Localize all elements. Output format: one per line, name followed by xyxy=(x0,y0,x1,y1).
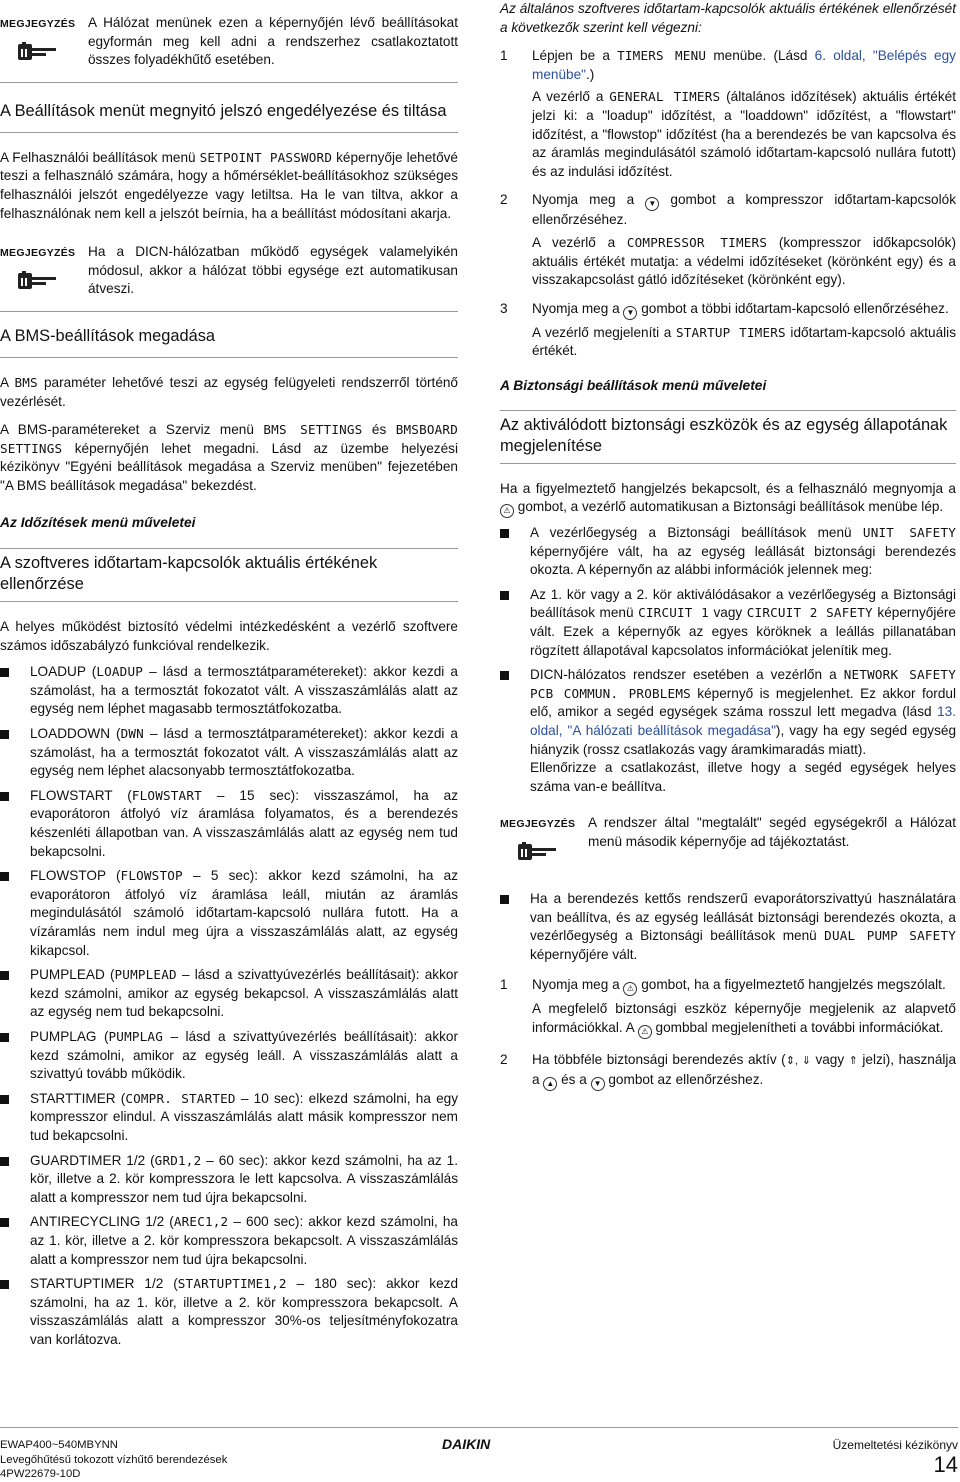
note-found-units xyxy=(500,814,956,862)
list-item: STARTUPTIMER 1/2 (STARTUPTIME1,2 – 180 sec): akkor kezd számolni, ha az 1. kör, illetve a 2. kör kompresszora bekapcsolt. A visszaszámlálás alatt a kompresszor 30%-os teljesítményfokozatra van korlátozva. xyxy=(0,1275,458,1349)
note-text: A rendszer által "megtalált" segéd egységekről a Hálózat menü második képernyője ad tájékoztatást. xyxy=(588,815,956,849)
section-title-safety-display: Az aktiválódott biztonsági eszközök és az egység állapotának megjelenítése xyxy=(500,415,948,455)
paragraph-timers-intro: Az általános szoftveres időtartam-kapcsolók aktuális értékének ellenőrzését a következők szerint kell végezni: xyxy=(500,1,956,35)
note-dicn xyxy=(0,243,458,299)
step-1: 1 Lépjen be a TIMERS MENU menübe. (Lásd 6. oldal, "Belépés egy menübe".) A vezérlő a GENERAL TIMERS (általános időzítések) aktuális értékét jelzi ki: a "loadup" időzítést, a "loaddown" időzítést, a "flowstart" időzítést, a "flowstop" időzítést (ha a berendezés be van kapcsolva és az áramlás megindulásától számoló időtartam-kapcsoló nullára futott) és az indulási időzítést. xyxy=(500,47,956,181)
section-title-password: A Beállítások menüt megnyitó jelszó engedélyezése és tiltása xyxy=(0,101,447,120)
note-label: MEGJEGYZÉS xyxy=(0,247,76,260)
paragraph-password: A Felhasználói beállítások menü SETPOINT PASSWORD képernyője lehetővé teszi a felhasználó számára, hogy a hőmérséklet-beállításokhoz szükséges felhasználói jelszót engedélyezze vagy letiltsa. Ha le van tiltva, akkor a felhasználónak nem kell a jelszót beírnia, ha a beállítást módosítani akarja. xyxy=(0,149,458,221)
section-title-timers-operations: Az Időzítések menü műveletei xyxy=(0,514,196,530)
note-text: Ha a DICN-hálózatban működő egységek valamelyikén módosul, akkor a hálózat többi egysége ezt automatikusan átveszi. xyxy=(88,244,458,297)
note-text: A Hálózat menünek ezen a képernyőjén lévő beállításokat egyformán meg kell adni a rendszerhez csatlakoztatott összes folyadékhűtő esetében. xyxy=(88,15,458,68)
up-indicator-icon: ⇑ xyxy=(848,1054,858,1067)
step-2: 2 Nyomja meg a ▼ gombot a kompresszor időtartam-kapcsolók ellenőrzéséhez. A vezérlő a COMPRESSOR TIMERS (kompresszor időkapcsolók) aktuális értékét mutatja: a védelmi időzítéseket (körönként egy) és a visszakapcsolást gátló időzítéseket (körönként egy). xyxy=(500,191,956,289)
paragraph-safety-intro: Ha a figyelmeztető hangjelzés bekapcsolt, és a felhasználó megnyomja a ⚠ gombot, a vezérlő automatikusan a Biztonsági beállítások menübe lép. xyxy=(500,480,956,519)
daikin-logo xyxy=(442,1437,516,1457)
footer-doc-number: 4PW22679-10D xyxy=(0,1468,81,1480)
note-label: MEGJEGYZÉS xyxy=(0,18,76,30)
note-hand-icon xyxy=(16,40,58,62)
down-arrow-button-icon: ▼ xyxy=(645,197,659,211)
step-number: 1 xyxy=(500,48,508,64)
step-alarm-1: 1 Nyomja meg a ⚠ gombot, ha a figyelmeztető hangjelzés megszólalt. A megfelelő biztonsági eszköz képernyője megjelenik az alapvető információkkal. A ⚠ gombbal megjelenítheti a további információkat. xyxy=(500,976,956,1039)
list-item: Ha a berendezés kettős rendszerű evaporátorszivattyú használatára van beállítva, és az egység leállását biztonsági berendezés okozta, a vezérlőegység a Biztonsági beállítások menü DUAL PUMP SAFETY képernyőjére vált. xyxy=(500,890,956,964)
step-number: 3 xyxy=(500,300,508,316)
alarm-button-icon: ⚠ xyxy=(500,504,514,518)
footer-product: Levegőhűtésű tokozott vízhűtő berendezések xyxy=(0,1453,228,1466)
up-down-indicator-icon: ⇕, ⇓ xyxy=(785,1054,811,1067)
list-item: GUARDTIMER 1/2 (GRD1,2 – 60 sec): akkor kezd számolni, ha az 1. kör, illetve a 2. kör kompresszora le lett kapcsolva. A visszaszámlálás alatt a kompresszor nem tud újra bekapcsolni. xyxy=(0,1152,458,1208)
list-item: DICN-hálózatos rendszer esetében a vezérlőn a NETWORK SAFETY PCB COMMUN. PROBLEMS képernyő is megjelenhet. Ez akkor fordul elő, amikor a segéd egységek száma rosszul lett megadva (lásd 13. oldal, "A hálózati beállítások megadása"), vagy ha egy segéd egység hiányzik (rossz csatlakozás vagy áramkimaradás miatt). Ellenőrizze a csatlakozást, illetve hogy a segéd egységek helyes száma van-e beállítva. xyxy=(500,666,956,796)
paragraph-software-timers: A helyes működést biztosító védelmi intézkedésként a vezérlő szoftvere számos időszabályzó funkcióval rendelkezik. xyxy=(0,619,458,653)
down-arrow-button-icon: ▼ xyxy=(591,1077,605,1091)
note-hand-icon xyxy=(516,840,558,862)
section-title-bms: A BMS-beállítások megadása xyxy=(0,326,216,345)
svg-text:DAIKIN: DAIKIN xyxy=(442,1437,491,1451)
page-number: 14 xyxy=(933,1452,958,1477)
list-item: A vezérlőegység a Biztonsági beállítások menü UNIT SAFETY képernyőjére vált, ha az egység leállását biztonsági berendezés okozta. A képernyőn az alábbi információk jelennek meg: xyxy=(500,524,956,580)
right-column xyxy=(500,0,956,1091)
down-arrow-button-icon: ▼ xyxy=(623,306,637,320)
section-title-safety-operations: A Biztonsági beállítások menü műveletei xyxy=(500,377,767,393)
step-number: 2 xyxy=(500,1051,508,1067)
list-item: STARTTIMER (COMPR. STARTED – 10 sec): elkezd számolni, ha egy kompresszor elindul. A visszaszámlálás alatt másik kompresszor nem tud bekapcsolni. xyxy=(0,1090,458,1146)
footer-manual: Üzemeltetési kézikönyv xyxy=(832,1438,958,1452)
step-number: 2 xyxy=(500,192,508,208)
daikin-logo-icon xyxy=(442,1437,516,1451)
list-item: FLOWSTOP (FLOWSTOP – 5 sec): akkor kezd számolni, ha az evaporátoron átfolyó víz áramlása leáll, miután az áramlás megindulásától számoló időtartam-kapcsoló nullára futott. Ha a vízáramlás nem indul meg újra a visszaszámlálás alatt, az egység kikapcsol. xyxy=(0,867,458,960)
alarm-button-icon: ⚠ xyxy=(623,982,637,996)
up-arrow-button-icon: ▲ xyxy=(543,1077,557,1091)
link-entering-menu[interactable]: 6. oldal, "Belépés egy menübe" xyxy=(532,48,956,82)
link-network-settings[interactable]: 13. oldal, "A hálózati beállítások megadása" xyxy=(530,704,956,739)
paragraph-bms-2: A BMS-paramétereket a Szerviz menü BMS SETTINGS és BMSBOARD SETTINGS képernyőjén lehet megadni. Lásd az üzembe helyezési kézikönyv "Egyéni beállítások megadása a Szerviz menüben" fejezetében "A BMS beállítások megadása" bekezdést. xyxy=(0,422,458,493)
page-footer xyxy=(0,1427,958,1481)
step-3: 3 Nyomja meg a ▼ gombot a többi időtartam-kapcsoló ellenőrzéséhez. A vezérlő megjeleníti a STARTUP TIMERS időtartam-kapcsoló aktuális értékét. xyxy=(500,300,956,361)
footer-model: EWAP400~540MBYNN xyxy=(0,1439,118,1451)
list-item: ANTIRECYCLING 1/2 (AREC1,2 – 600 sec): akkor kezd számolni, ha az 1. kör, illetve a 2. kör kompresszora bekapcsolt. A visszaszámlálás alatt a kompresszor nem tud újra bekapcsolni. xyxy=(0,1213,458,1269)
step-alarm-2: 2 Ha többféle biztonsági berendezés aktív (⇕, ⇓ vagy ⇑ jelzi), használja a ▲ és a ▼ gombot az ellenőrzéshez. xyxy=(500,1051,956,1091)
note-network xyxy=(0,14,458,70)
list-item: Az 1. kör vagy a 2. kör aktiválódásakor a vezérlőegység a Biztonsági beállítások menü CIRCUIT 1 vagy CIRCUIT 2 SAFETY képernyőjére vált. Ezek a képernyők az egyes köröknek a leállás pillanatában rögzített állapotával kapcsolatos információkat jelenítik meg. xyxy=(500,586,956,660)
note-hand-icon xyxy=(16,269,58,291)
list-item: PUMPLEAD (PUMPLEAD – lásd a szivattyúvezérlés beállításait): akkor kezd számolni, amikor az egység bekapcsol. A visszaszámlálás alatt az egység nem tud bekapcsolni. xyxy=(0,966,458,1022)
step-number: 1 xyxy=(500,977,508,993)
paragraph-bms-1: A BMS paraméter lehetővé teszi az egység felügyeleti rendszerről történő vezérlését. xyxy=(0,374,458,409)
list-item: FLOWSTART (FLOWSTART – 15 sec): visszaszámol, ha az evaporátoron átfolyó víz áramlása folyamatos, és a berendezés készenléti állapotban van. A visszaszámlálás alatt az egység nem tud bekapcsolni. xyxy=(0,787,458,861)
timer-bullet-list xyxy=(0,663,458,1349)
list-item: LOADDOWN (DWN – lásd a termosztátparamétereket): akkor kezdi a számolást, ha a termosztát fokozatot vált. A visszaszámlálás alatt az egység nem léphet alacsonyabb termosztátfokozatba. xyxy=(0,725,458,781)
list-item: PUMPLAG (PUMPLAG – lásd a szivattyúvezérlés beállításait): akkor kezd számolni, amikor az egység leáll. A visszaszámlálás alatt a szivattyú tovább működik. xyxy=(0,1028,458,1084)
note-label: MEGJEGYZÉS xyxy=(500,818,576,831)
alarm-button-icon: ⚠ xyxy=(638,1025,652,1039)
section-title-software-timers: A szoftveres időtartam-kapcsolók aktuális értékének ellenőrzése xyxy=(0,554,378,594)
list-item: LOADUP (LOADUP – lásd a termosztátparamétereket): akkor kezdi a számolást, ha a termosztát fokozatot vált. A visszaszámlálás alatt az egység nem léphet magasabb termosztátfokozatba. xyxy=(0,663,458,719)
left-column xyxy=(0,0,458,1349)
